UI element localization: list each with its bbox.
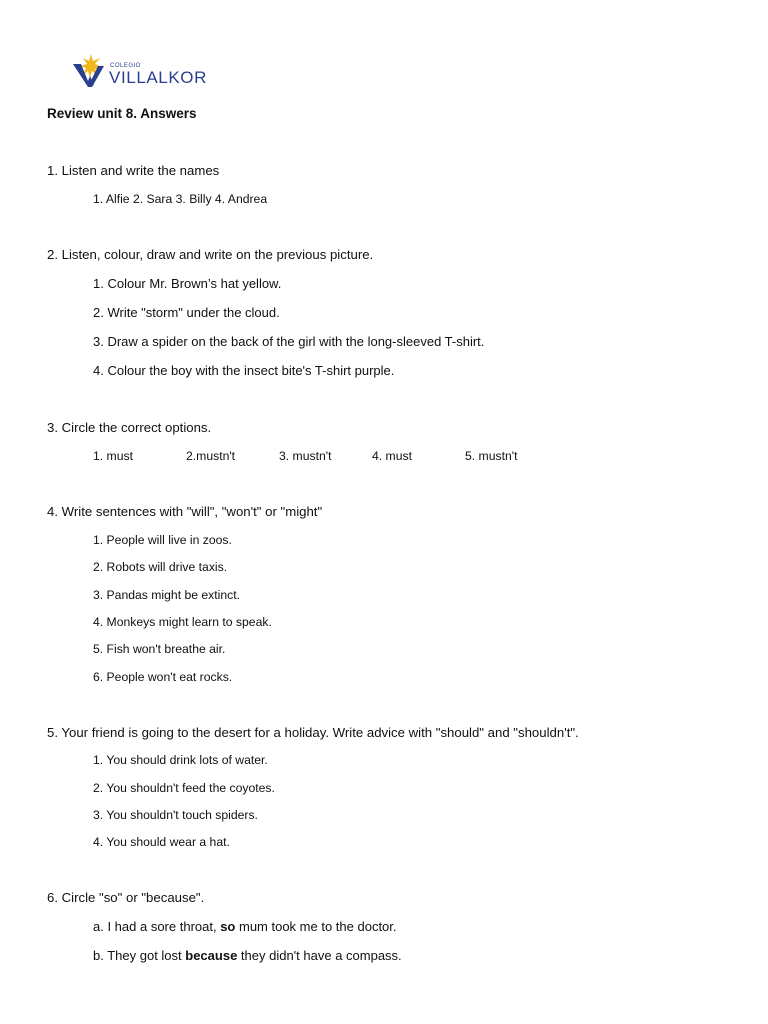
section-3-option: 1. must <box>93 449 133 463</box>
section-2-item: 4. Colour the boy with the insect bite's T-shirt purple. <box>93 363 395 378</box>
logo-emblem-icon <box>71 52 107 88</box>
section-5-item: 2. You shouldn't feed the coyotes. <box>93 781 275 795</box>
section-4-item: 3. Pandas might be extinct. <box>93 588 241 602</box>
section-3-option: 4. must <box>372 449 412 463</box>
section-3-heading: 3. Circle the correct options. <box>47 420 212 435</box>
section-6-item-b <box>93 948 402 963</box>
section-6-item-a <box>93 919 397 934</box>
section-4-item: 2. Robots will drive taxis. <box>93 560 228 574</box>
section-4-heading: 4. Write sentences with "will", "won't" or "might" <box>47 504 323 519</box>
item-a-answer: so <box>220 919 236 934</box>
section-4-item: 1. People will live in zoos. <box>93 533 232 547</box>
section-2-heading: 2. Listen, colour, draw and write on the previous picture. <box>47 247 374 262</box>
section-4-item: 6. People won't eat rocks. <box>93 670 233 684</box>
section-1-answer: 1. Alfie 2. Sara 3. Billy 4. Andrea <box>93 192 268 206</box>
section-1-heading: 1. Listen and write the names <box>47 163 220 178</box>
section-5-item: 4. You should wear a hat. <box>93 835 230 849</box>
section-6-heading: 6. Circle "so" or "because". <box>47 890 205 905</box>
section-5-item: 1. You should drink lots of water. <box>93 753 268 767</box>
section-3-option: 5. mustn't <box>465 449 518 463</box>
school-logo <box>71 52 211 92</box>
item-b-text-end: they didn't have a compass. <box>237 948 402 963</box>
section-3-option: 2.mustn't <box>186 449 236 463</box>
item-a-text-start: a. I had a sore throat, <box>93 919 221 934</box>
section-2-item: 3. Draw a spider on the back of the girl with the long-sleeved T-shirt. <box>93 334 485 349</box>
item-b-answer: because <box>185 948 238 963</box>
section-2-item: 2. Write "storm" under the cloud. <box>93 305 280 320</box>
section-2-item: 1. Colour Mr. Brown’s hat yellow. <box>93 276 282 291</box>
logo-small-text: COLEGIO <box>110 63 141 69</box>
section-4-item: 4. Monkeys might learn to speak. <box>93 615 272 629</box>
item-a-text-end: mum took me to the doctor. <box>235 919 397 934</box>
section-5-item: 3. You shouldn't touch spiders. <box>93 808 258 822</box>
section-3-option: 3. mustn't <box>279 449 332 463</box>
section-4-item: 5. Fish won't breathe air. <box>93 642 226 656</box>
section-5-heading: 5. Your friend is going to the desert for a holiday. Write advice with "should" and "shouldn't". <box>47 725 579 740</box>
item-b-text-start: b. They got lost <box>93 948 186 963</box>
logo-name-text: VILLALKOR <box>109 68 208 87</box>
page-title: Review unit 8. Answers <box>47 106 197 121</box>
